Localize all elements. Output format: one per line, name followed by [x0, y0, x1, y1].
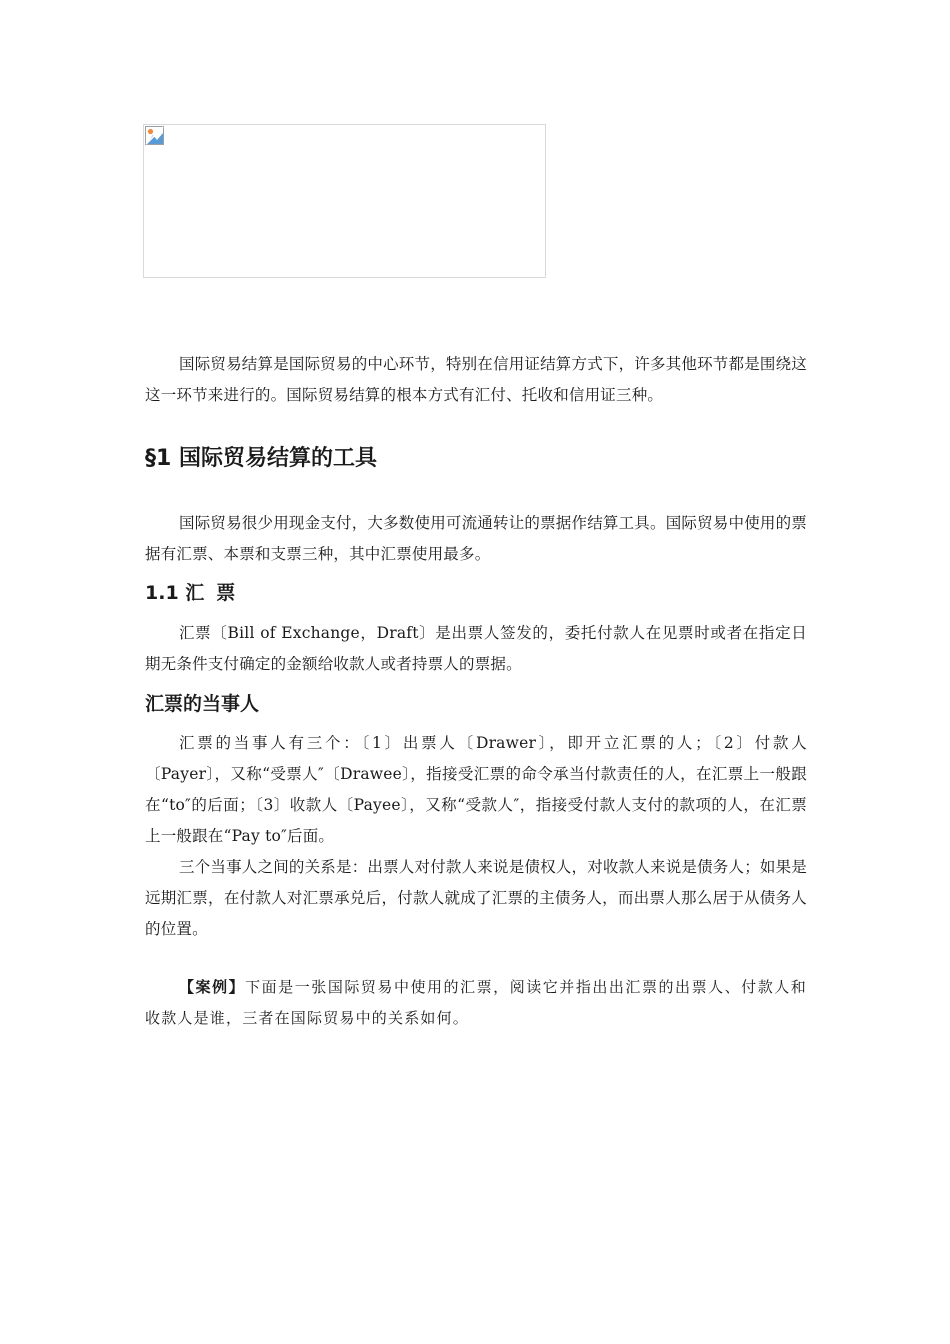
section-1-heading: §1 国际贸易结算的工具: [145, 446, 377, 471]
subsection-1-1-heading: [145, 578, 807, 608]
subsection-1-1-body-block: [145, 618, 807, 680]
subsection-1-1-paragraph: 汇票〔Bill of Exchange，Draft〕是出票人签发的，委托付款人在见票时或者在指定日期无条件支付确定的金额给收款人或者持票人的票据。: [145, 624, 807, 673]
case-paragraph: [145, 972, 807, 1034]
case-text: 下面是一张国际贸易中使用的汇票，阅读它并指出出汇票的出票人、付款人和收款人是谁，三者在国际贸易中的关系如何。: [145, 978, 807, 1027]
section-1-heading-block: [145, 442, 807, 476]
parties-paragraph-2: 三个当事人之间的关系是：出票人对付款人来说是债权人，对收款人来说是债务人；如果是远期汇票，在付款人对汇票承兑后，付款人就成了汇票的主债务人，而出票人那么居于从债务人的位置。: [145, 858, 808, 938]
broken-image-icon: [145, 126, 164, 145]
case-label: 【案例】: [179, 978, 246, 996]
subsection-1-1-number: 1.1 汇: [145, 582, 205, 604]
image-placeholder: [143, 124, 546, 278]
subsection-1-1-title-tail: 票: [216, 582, 236, 604]
section-1-paragraph: 国际贸易很少用现金支付，大多数使用可流通转让的票据作结算工具。国际贸易中使用的票据有汇票、本票和支票三种，其中汇票使用最多。: [145, 514, 808, 563]
parties-heading-block: [145, 689, 807, 719]
parties-body-block: [145, 728, 807, 945]
case-block: [145, 972, 807, 1034]
subsection-1-1-heading-block: [145, 578, 807, 608]
parties-paragraph-1: 汇票的当事人有三个：〔1〕出票人〔Drawer〕，即开立汇票的人；〔2〕付款人〔Payer〕，又称“受票人″〔Drawee〕，指接受汇票的命令承当付款责任的人，在汇票上一般跟在“to″的后面；〔3〕收款人〔Payee〕，又称“受款人″，指接受付款人支付的款项的人，在汇票上一般跟在“Pay to″后面。: [145, 734, 807, 845]
parties-heading: 汇票的当事人: [145, 693, 260, 715]
section-1-body-block: [145, 508, 807, 570]
intro-block: [145, 349, 807, 411]
intro-paragraph: 国际贸易结算是国际贸易的中心环节，特别在信用证结算方式下，许多其他环节都是围绕这这一环节来进行的。国际贸易结算的根本方式有汇付、托收和信用证三种。: [145, 355, 808, 404]
